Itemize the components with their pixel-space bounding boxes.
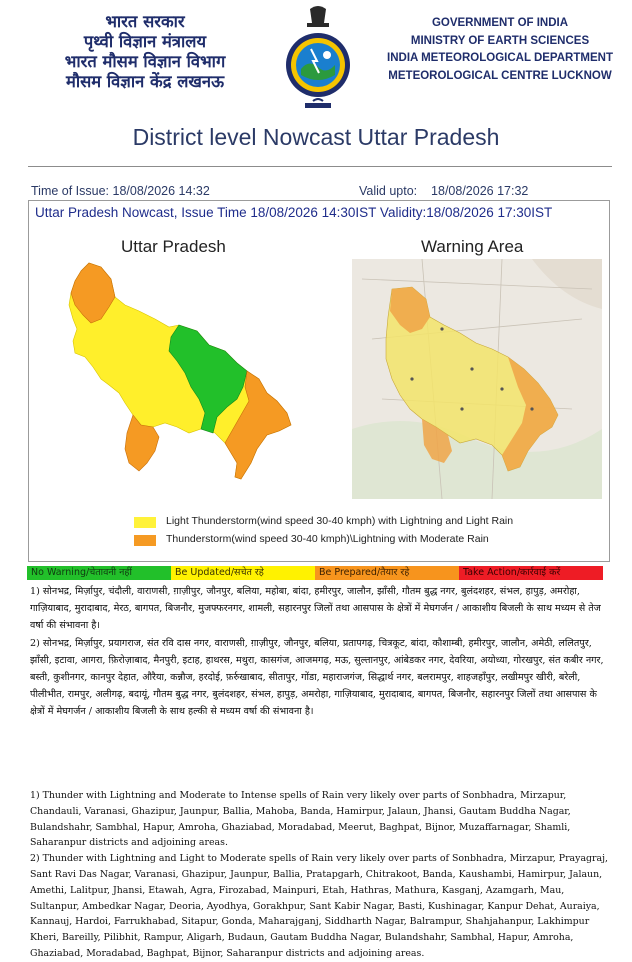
hindi-paragraph: 1) सोनभद्र, मिर्ज़ापुर, चंदौली, वाराणसी, ग़ाज़ीपुर, जौनपुर, बलिया, महोबा, बांदा, हमीरपुर, जालौन, झाँसी, गौतम बुद्ध नगर, बुलंदशहर, संभल, हापुड़, अमरोहा, गाज़ियाबाद, मुरादाबाद, मेरठ, बागपत, बिजनौर, मुजफ्फरनगर, शामली, सहारनपुर जिलों तथा आसपास के क्षेत्रों में मेघगर्जन / आकाशीय बिजली के साथ मध्यम से तेज वर्षा की संभावना है। (30, 586, 601, 632)
legend-swatch (134, 517, 156, 528)
english-warning-text (30, 788, 608, 962)
hindi-line: भारत सरकार (105, 12, 185, 31)
page-title: District level Nowcast Uttar Pradesh (132, 124, 500, 150)
be-prepared-segment: Be Prepared/तैयार रहे (315, 566, 459, 580)
english-organization-names (380, 15, 620, 85)
divider (28, 166, 612, 167)
issue-time: Time of Issue: 18/08/2026 14:32 (31, 184, 210, 198)
be-updated-segment: Be Updated/सचेत रहे (171, 566, 315, 580)
hindi-line: पृथ्वी विज्ञान मंत्रालय (83, 32, 207, 51)
english-line: MINISTRY OF EARTH SCIENCES (410, 34, 590, 47)
warning-area-map (352, 259, 602, 499)
hindi-line: मौसम विज्ञान केंद्र लखनऊ (65, 72, 225, 91)
imd-emblem-icon (283, 5, 353, 113)
no-warning-segment: No Warning/चेतावनी नहीं (27, 566, 171, 580)
state-map-label: Uttar Pradesh (121, 237, 226, 256)
english-paragraph: 1) Thunder with Lightning and Moderate to Intense spells of Rain very likely over parts of Sonbhadra, Mirzapur, Chandauli, Varanasi, Ghazipur, Jaunpur, Ballia, Mahoba, Banda, Hamirpur, Jalaun, Jhansi, Gautam Buddha Nagar, Bulandshahr, Sambhal, Hapur, Amroha, Ghaziabad, Moradabad, Meerut, Baghpat, Bijnor, Muzaffarnagar, Shamli, Saharanpur districts and adjoining areas. (30, 790, 571, 849)
valid-upto: Valid upto: 18/08/2026 17:32 (359, 184, 529, 198)
map-panel-title: Uttar Pradesh Nowcast, Issue Time 18/08/2026 14:30IST Validity:18/08/2026 17:30IST (35, 205, 553, 220)
english-line: METEOROLOGICAL CENTRE LUCKNOW (388, 69, 612, 82)
english-paragraph: 2) Thunder with Lightning and Light to Moderate spells of Rain very likely over parts of Sonbhadra, Mirzapur, Prayagraj, Sant Ravi Das Nagar, Varanasi, Ghazipur, Jaunpur, Ballia, Pratapgarh, Chitrakoot, Banda, Kaushambi, Hamirpur, Jalaun, Amethi, Lalitpur, Jhansi, Etawah, Agra, Firozabad, Mainpuri, Etah, Hathras, Mathura, Kasganj, Azamgarh, Mau, Sultanpur, Ambedkar Nagar, Deoria, Ayodhya, Gorakhpur, Sant Kabir Nagar, Basti, Kushinagar, Kanpur Dehat, Auraiya, Kannauj, Hardoi, Farrukhabad, Sitapur, Gonda, Maharajganj, Siddharth Nagar, Balrampur, Shahjahanpur, Lakhimpur Kheri, Bareilly, Pilibhit, Rampur, Aligarh, Budaun, Gautam Buddha Nagar, Bulandshahr, Sambhal, Hapur, Amroha, Ghaziabad, Moradabad, Baghpat, Bijnor, Saharanpur districts and adjoining areas. (30, 853, 608, 959)
nowcast-map-panel (28, 200, 610, 562)
english-line: GOVERNMENT OF INDIA (431, 17, 569, 29)
legend-label: Thunderstorm(wind speed 30-40 kmph)\Lightning with Moderate Rain (166, 533, 489, 545)
take-action-segment: Take Action/कार्रवाई करें (459, 566, 603, 580)
hindi-line: भारत मौसम विज्ञान विभाग (64, 52, 226, 71)
warning-color-bar (27, 566, 603, 580)
state-district-map (29, 201, 349, 501)
hindi-warning-text (30, 583, 608, 721)
legend-swatch (134, 535, 156, 546)
hindi-organization-names (40, 12, 250, 92)
hindi-paragraph: 2) सोनभद्र, मिर्ज़ापुर, प्रयागराज, संत रवि दास नगर, वाराणसी, ग़ाज़ीपुर, जौनपुर, बलिया, प्रतापगढ़, चित्रकूट, बांदा, कौशाम्बी, हमीरपुर, जालौन, अमेठी, ललितपुर, झाँसी, इटावा, आगरा, फ़िरोज़ाबाद, मैनपुरी, इटाह, हाथरस, मथुरा, कासगंज, आजमगढ़, मऊ, सुल्तानपुर, आंबेडकर नगर, देवरिया, अयोध्या, गोरखपुर, संत कबीर नगर, बस्ती, कुशीनगर, कानपुर देहात, औरैया, कन्नौज, हरदोई, फ़र्रुखाबाद, सीतापुर, गोंडा, महाराजगंज, सिद्धार्थ नगर, बलरामपुर, शाहजहाँपुर, लखीमपुर खीरी, बरेली, पीलीभीत, रामपुर, अलीगढ़, बदायूं, गौतम बुद्ध नगर, बुलंदशहर, संभल, हापुड़, अमरोहा, गाज़ियाबाद, मुरादाबाद, बागपत, बिजनौर, सहारनपुर जिलों तथा आसपास के क्षेत्रों में मेघगर्जन / आकाशीय बिजली के साथ हल्की से मध्यम वर्षा की संभावना है। (30, 637, 604, 718)
warning-area-label: Warning Area (421, 237, 524, 256)
document-header (0, 0, 632, 118)
legend-label: Light Thunderstorm(wind speed 30-40 kmph) with Lightning and Light Rain (166, 515, 514, 527)
english-line: INDIA METEOROLOGICAL DEPARTMENT (387, 52, 613, 64)
